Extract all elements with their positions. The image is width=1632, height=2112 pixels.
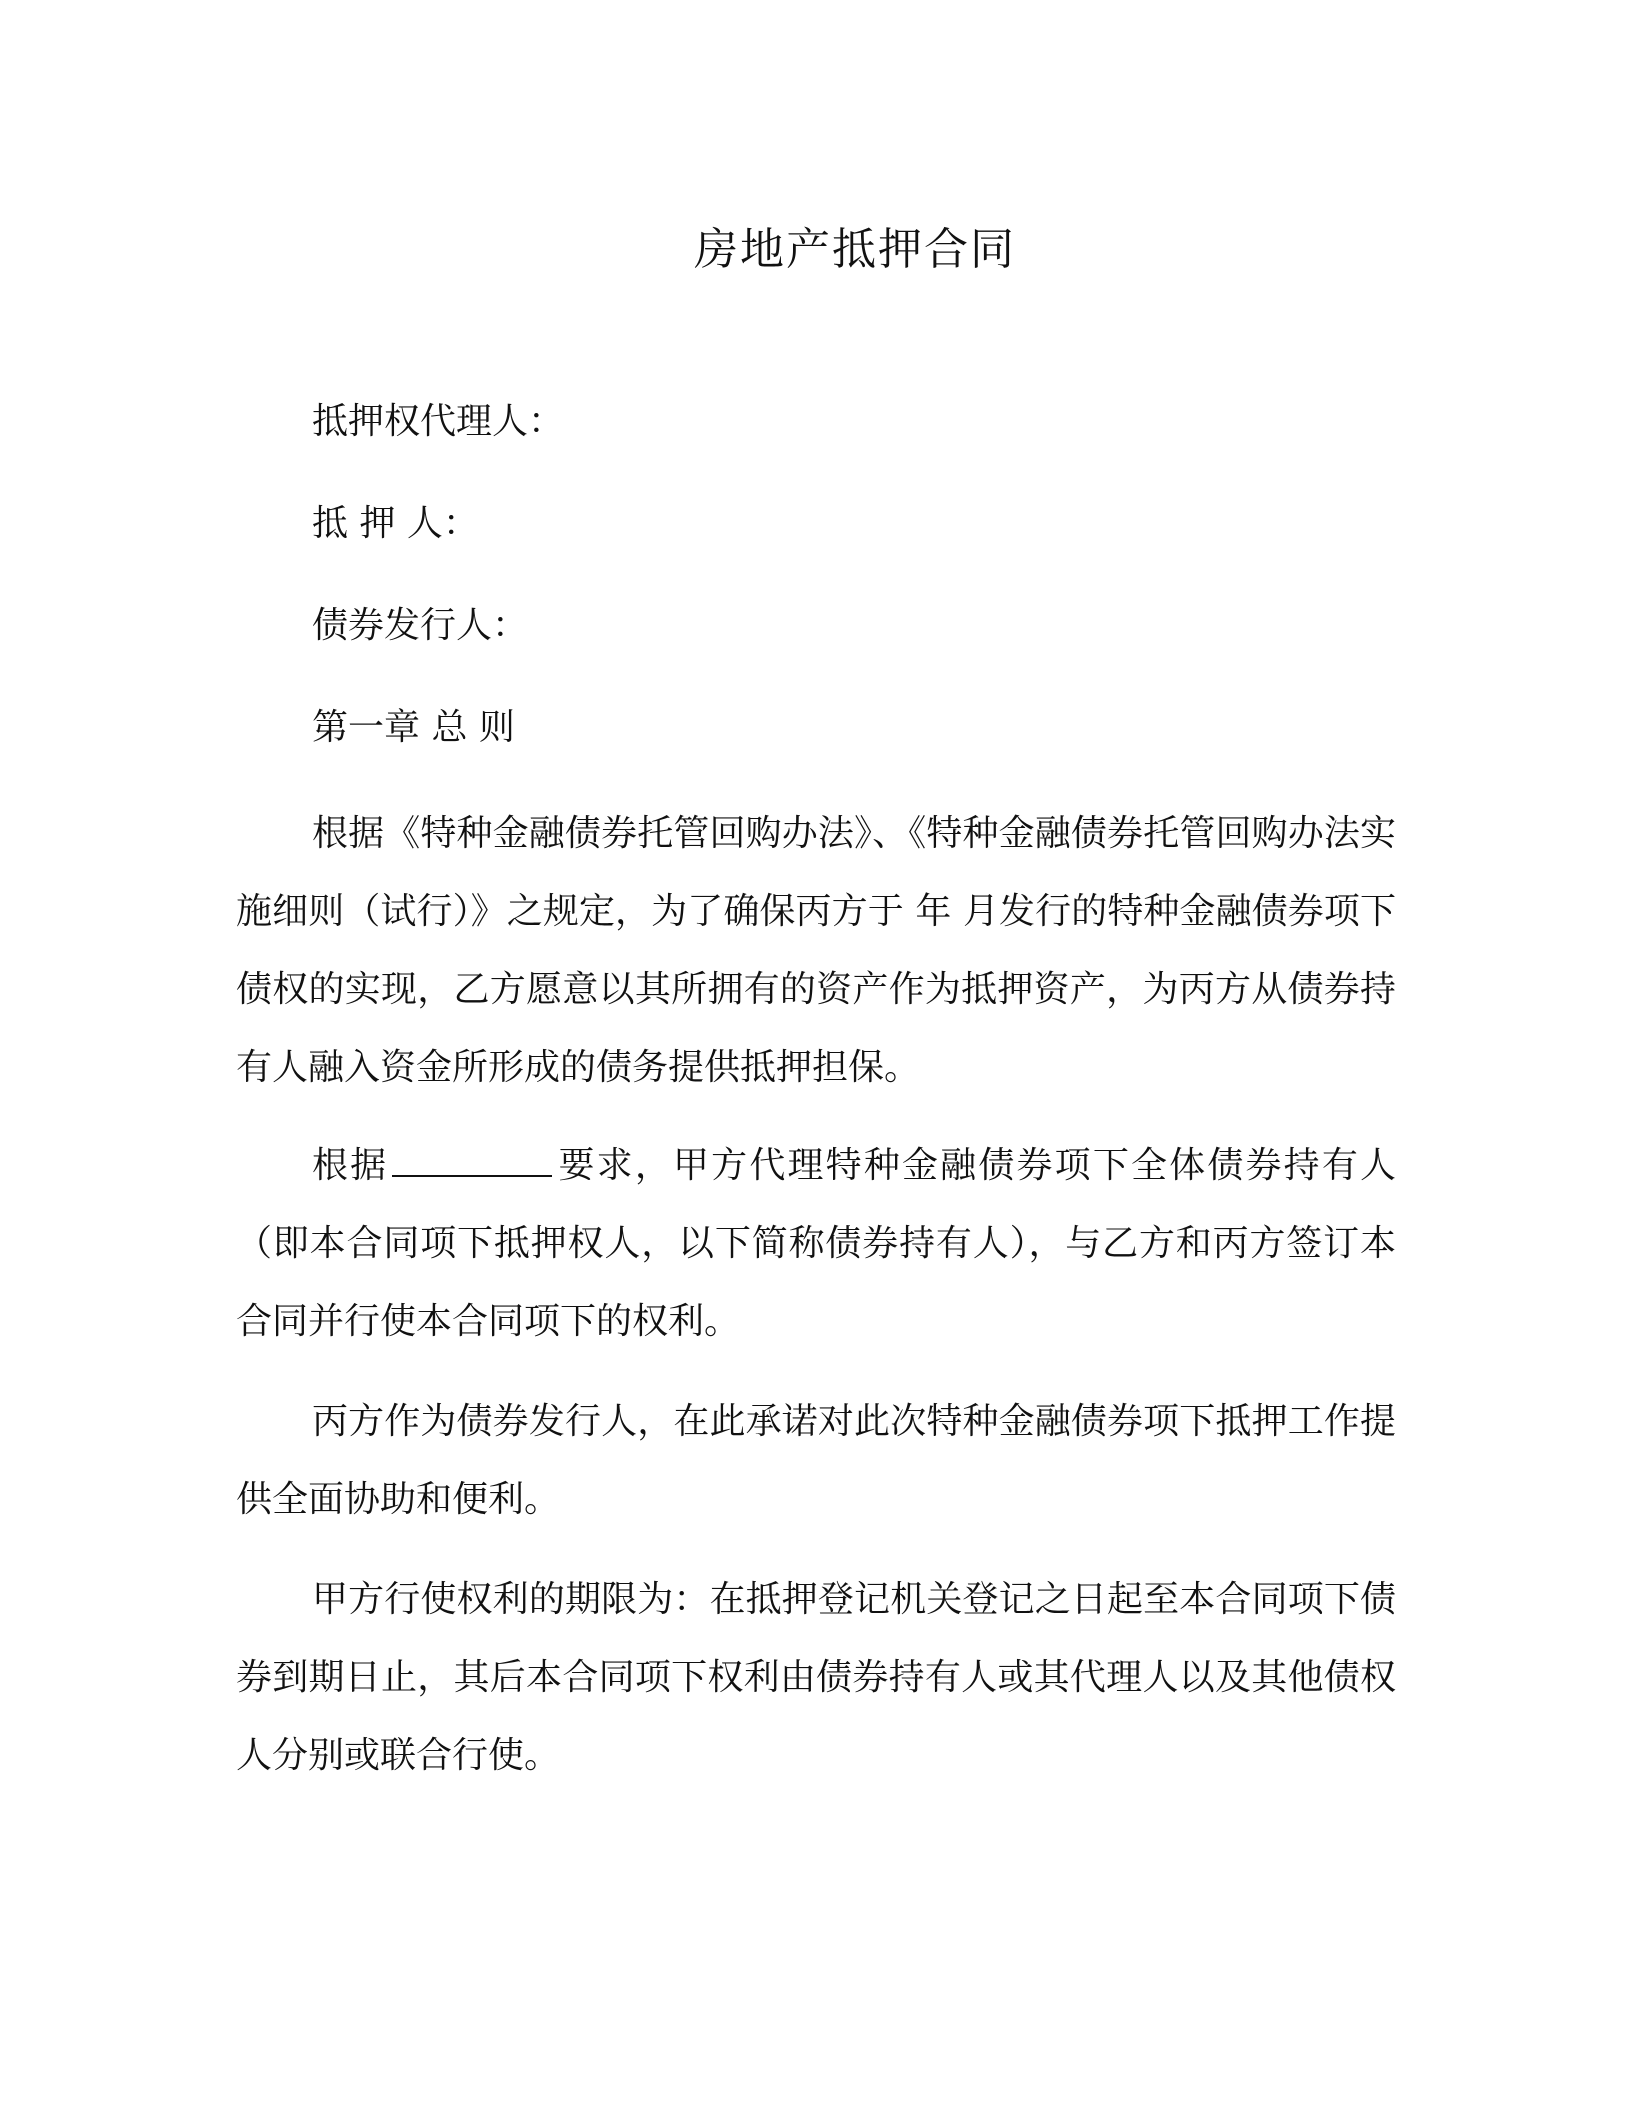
- bond-issuer-label: 债券发行人：: [312, 605, 529, 646]
- paragraph-2-end: 要求，甲方代理特种金融债券项下全体债券持有人（即本合同项下抵押权人，以下简称债券持有人），与乙方和丙方签订本合同并行使本合同项下的权利。: [236, 1145, 1396, 1342]
- paragraph-2: [236, 1127, 1396, 1361]
- fill-in-blank: [392, 1145, 552, 1177]
- document-title: 房地产抵押合同: [694, 224, 1016, 275]
- mortgagor-label: 抵 押 人：: [312, 503, 479, 544]
- paragraph-4: 甲方行使权利的期限为：在抵押登记机关登记之日起至本合同项下债券到期日止，其后本合同项下权利由债券持有人或其代理人以及其他债权人分别或联合行使。: [236, 1579, 1396, 1776]
- chapter-heading: 第一章 总 则: [312, 707, 515, 748]
- paragraph-2-start: 根据: [312, 1145, 389, 1186]
- paragraph-1: 根据《特种金融债券托管回购办法》、《特种金融债券托管回购办法实施细则（试行）》之规定，为了确保丙方于 年 月发行的特种金融债券项下债权的实现，乙方愿意以其所拥有的资产作为抵押资产，为丙方从债券持有人融入资金所形成的债务提供抵押担保。: [236, 813, 1396, 1088]
- paragraph-3: 丙方作为债券发行人，在此承诺对此次特种金融债券项下抵押工作提供全面协助和便利。: [236, 1401, 1396, 1520]
- mortgagee-agent-label: 抵押权代理人：: [312, 401, 565, 442]
